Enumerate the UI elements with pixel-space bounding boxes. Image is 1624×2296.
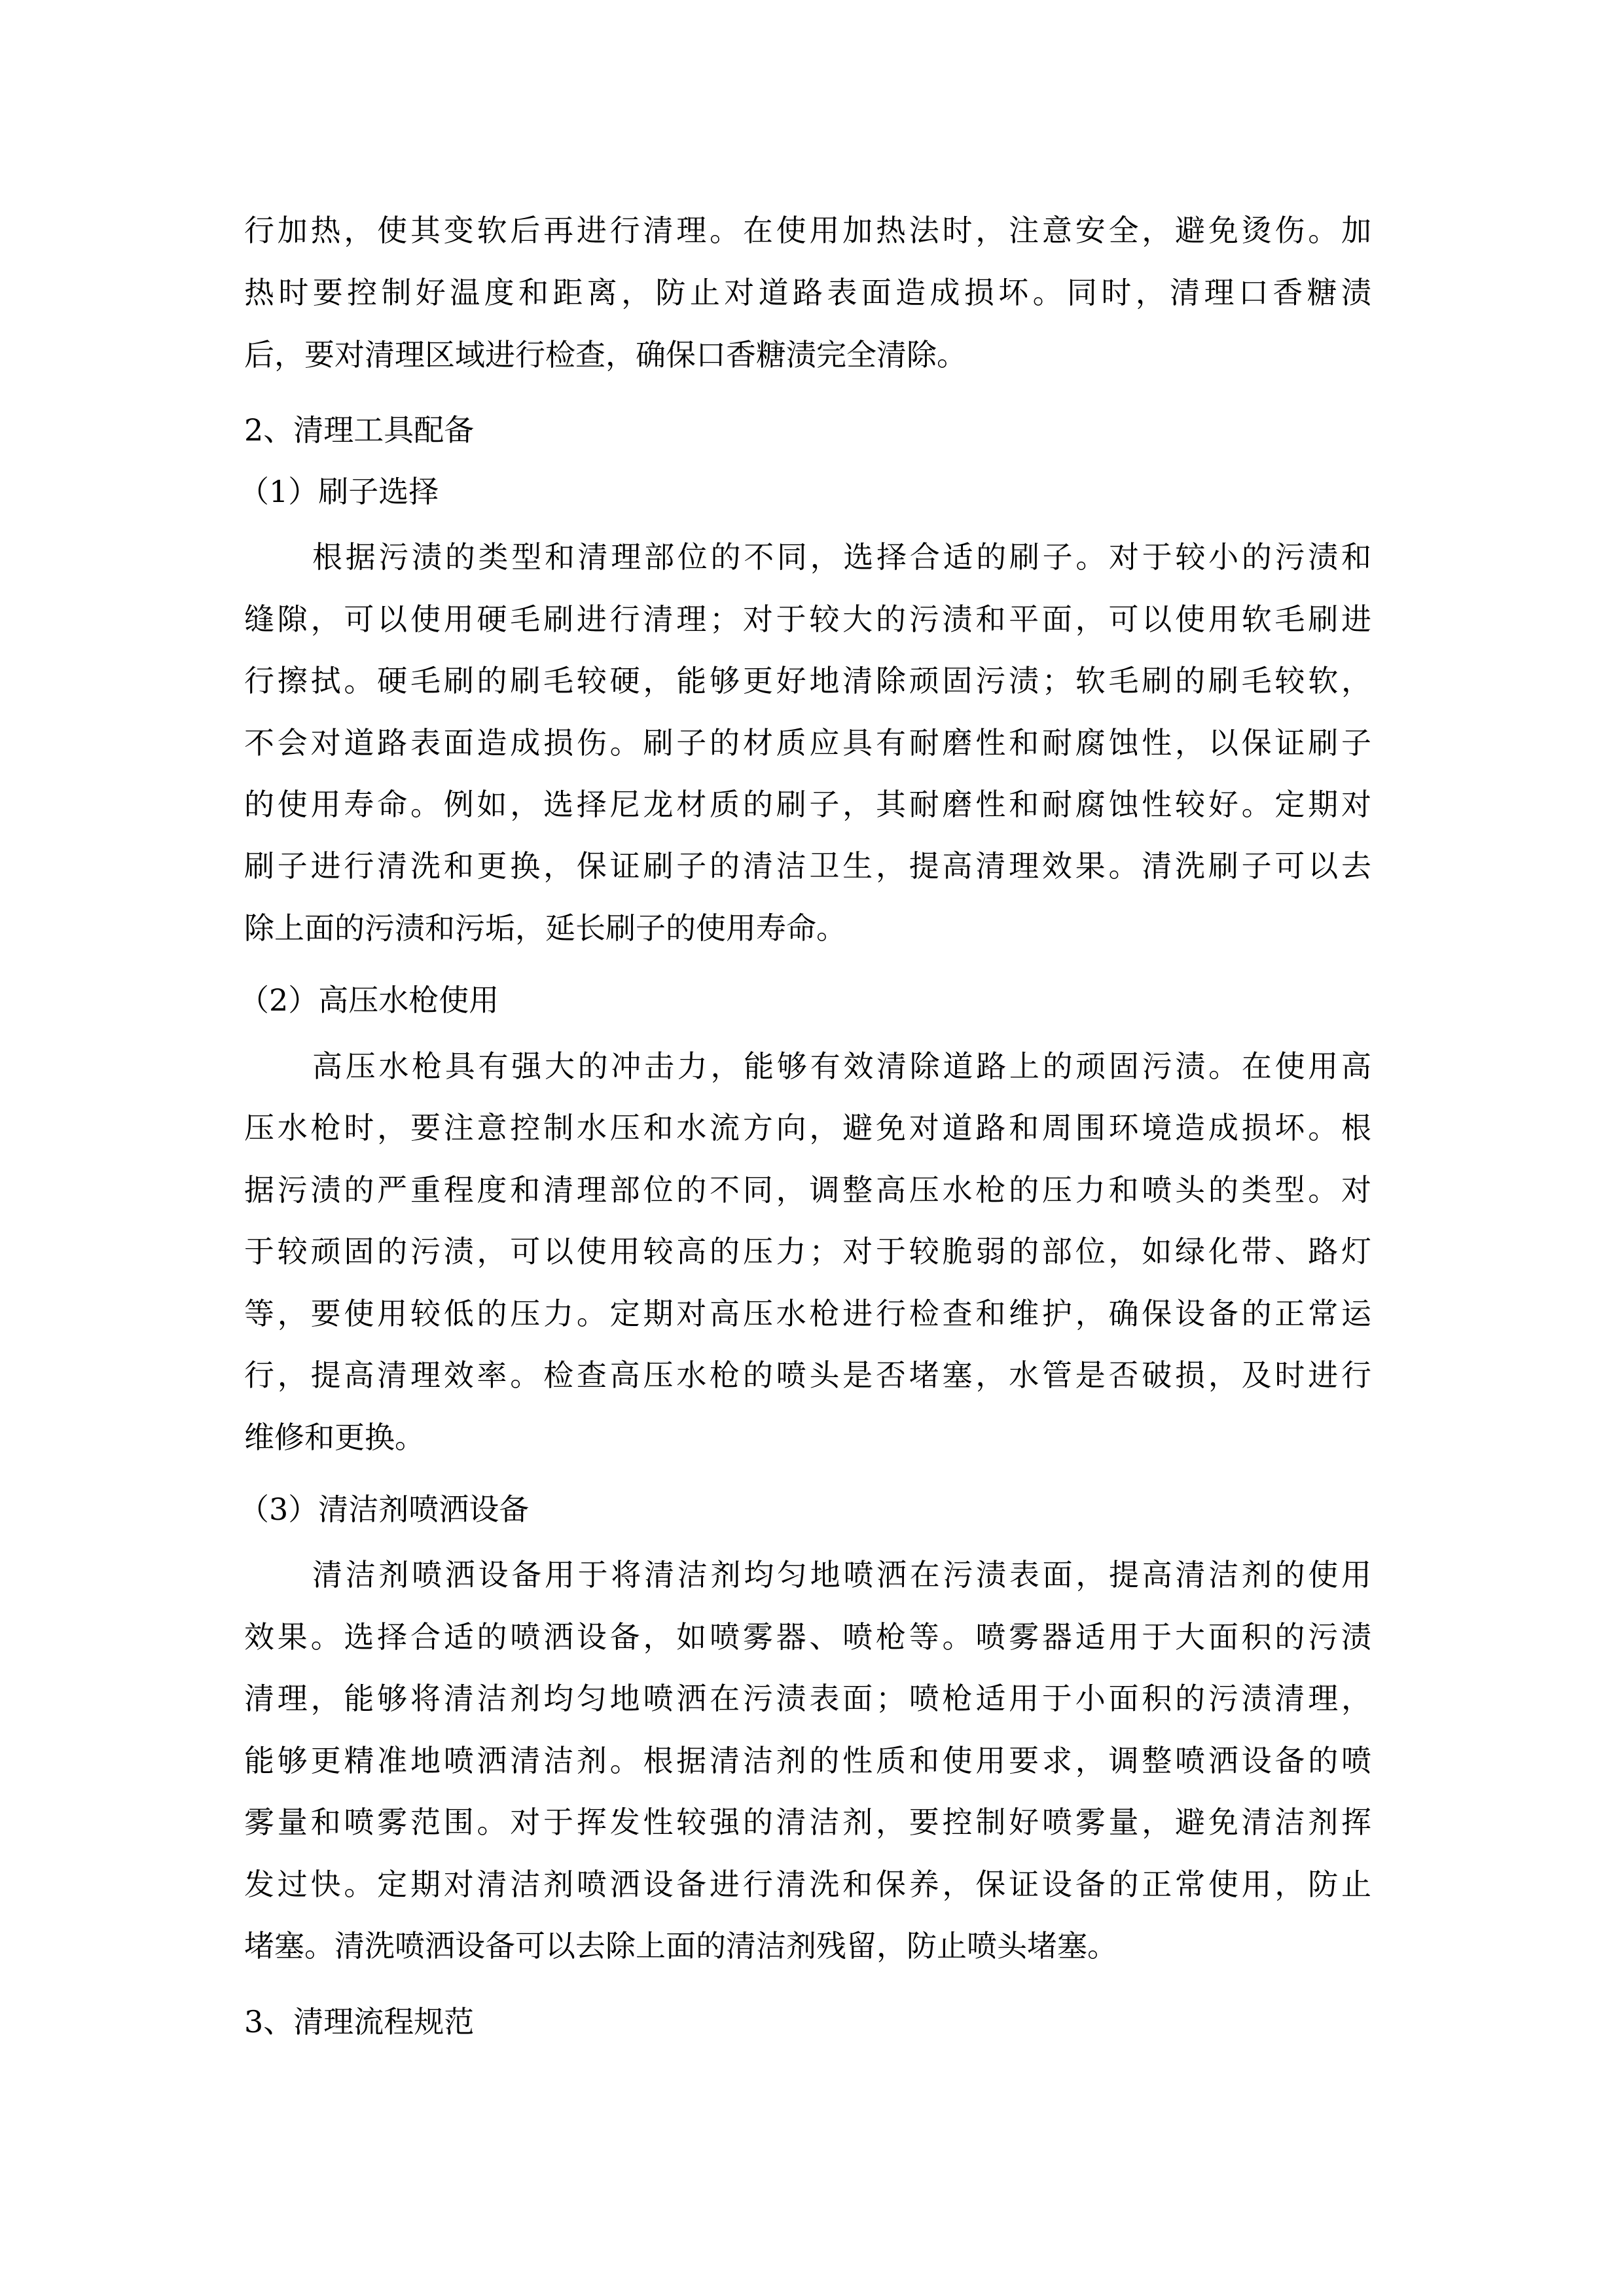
paragraph-line: 行擦拭。硬毛刷的刷毛较硬，能够更好地清除顽固污渍；软毛刷的刷毛较软， <box>244 663 1371 698</box>
paragraph-line: 除上面的污渍和污垢，延长刷子的使用寿命。 <box>244 910 846 946</box>
paragraph-line: 等，要使用较低的压力。定期对高压水枪进行检查和维护，确保设备的正常运 <box>244 1296 1371 1331</box>
section-heading: 3、清理流程规范 <box>244 2004 475 2039</box>
subsection-heading: （1）刷子选择 <box>239 474 439 509</box>
paragraph-line: 能够更精准地喷洒清洁剂。根据清洁剂的性质和使用要求，调整喷洒设备的喷 <box>244 1743 1371 1778</box>
paragraph-line: 不会对道路表面造成损伤。刷子的材质应具有耐磨性和耐腐蚀性，以保证刷子 <box>244 725 1371 761</box>
paragraph-line: 根据污渍的类型和清理部位的不同，选择合适的刷子。对于较小的污渍和 <box>312 539 1371 575</box>
paragraph-line: 刷子进行清洗和更换，保证刷子的清洁卫生，提高清理效果。清洗刷子可以去 <box>244 848 1371 884</box>
paragraph-line: 清理，能够将清洁剂均匀地喷洒在污渍表面；喷枪适用于小面积的污渍清理， <box>244 1681 1371 1716</box>
paragraph-line: 后，要对清理区域进行检查，确保口香糖渍完全清除。 <box>244 337 967 372</box>
document-page <box>239 0 1371 2296</box>
paragraph-line: 雾量和喷雾范围。对于挥发性较强的清洁剂，要控制好喷雾量，避免清洁剂挥 <box>244 1804 1371 1840</box>
paragraph-line: 行加热，使其变软后再进行清理。在使用加热法时，注意安全，避免烫伤。加 <box>244 213 1371 248</box>
paragraph-line: 热时要控制好温度和距离，防止对道路表面造成损坏。同时，清理口香糖渍 <box>244 275 1371 310</box>
paragraph-line: 缝隙，可以使用硬毛刷进行清理；对于较大的污渍和平面，可以使用软毛刷进 <box>244 601 1371 637</box>
paragraph-line: 于较顽固的污渍，可以使用较高的压力；对于较脆弱的部位，如绿化带、路灯 <box>244 1234 1371 1269</box>
subsection-heading: （3）清洁剂喷洒设备 <box>239 1492 530 1527</box>
paragraph-line: 行，提高清理效率。检查高压水枪的喷头是否堵塞，水管是否破损，及时进行 <box>244 1357 1371 1393</box>
paragraph-line: 堵塞。清洗喷洒设备可以去除上面的清洁剂残留，防止喷头堵塞。 <box>244 1928 1117 1964</box>
paragraph-line: 效果。选择合适的喷洒设备，如喷雾器、喷枪等。喷雾器适用于大面积的污渍 <box>244 1619 1371 1655</box>
paragraph-line: 压水枪时，要注意控制水压和水流方向，避免对道路和周围环境造成损坏。根 <box>244 1110 1371 1145</box>
paragraph-line: 高压水枪具有强大的冲击力，能够有效清除道路上的顽固污渍。在使用高 <box>312 1049 1371 1084</box>
section-heading: 2、清理工具配备 <box>244 412 475 448</box>
paragraph-line: 清洁剂喷洒设备用于将清洁剂均匀地喷洒在污渍表面，提高清洁剂的使用 <box>312 1557 1371 1592</box>
paragraph-line: 的使用寿命。例如，选择尼龙材质的刷子，其耐磨性和耐腐蚀性较好。定期对 <box>244 787 1371 822</box>
paragraph-line: 发过快。定期对清洁剂喷洒设备进行清洗和保养，保证设备的正常使用，防止 <box>244 1867 1371 1902</box>
paragraph-line: 据污渍的严重程度和清理部位的不同，调整高压水枪的压力和喷头的类型。对 <box>244 1172 1371 1208</box>
paragraph-line: 维修和更换。 <box>244 1420 425 1455</box>
subsection-heading: （2）高压水枪使用 <box>239 982 499 1018</box>
